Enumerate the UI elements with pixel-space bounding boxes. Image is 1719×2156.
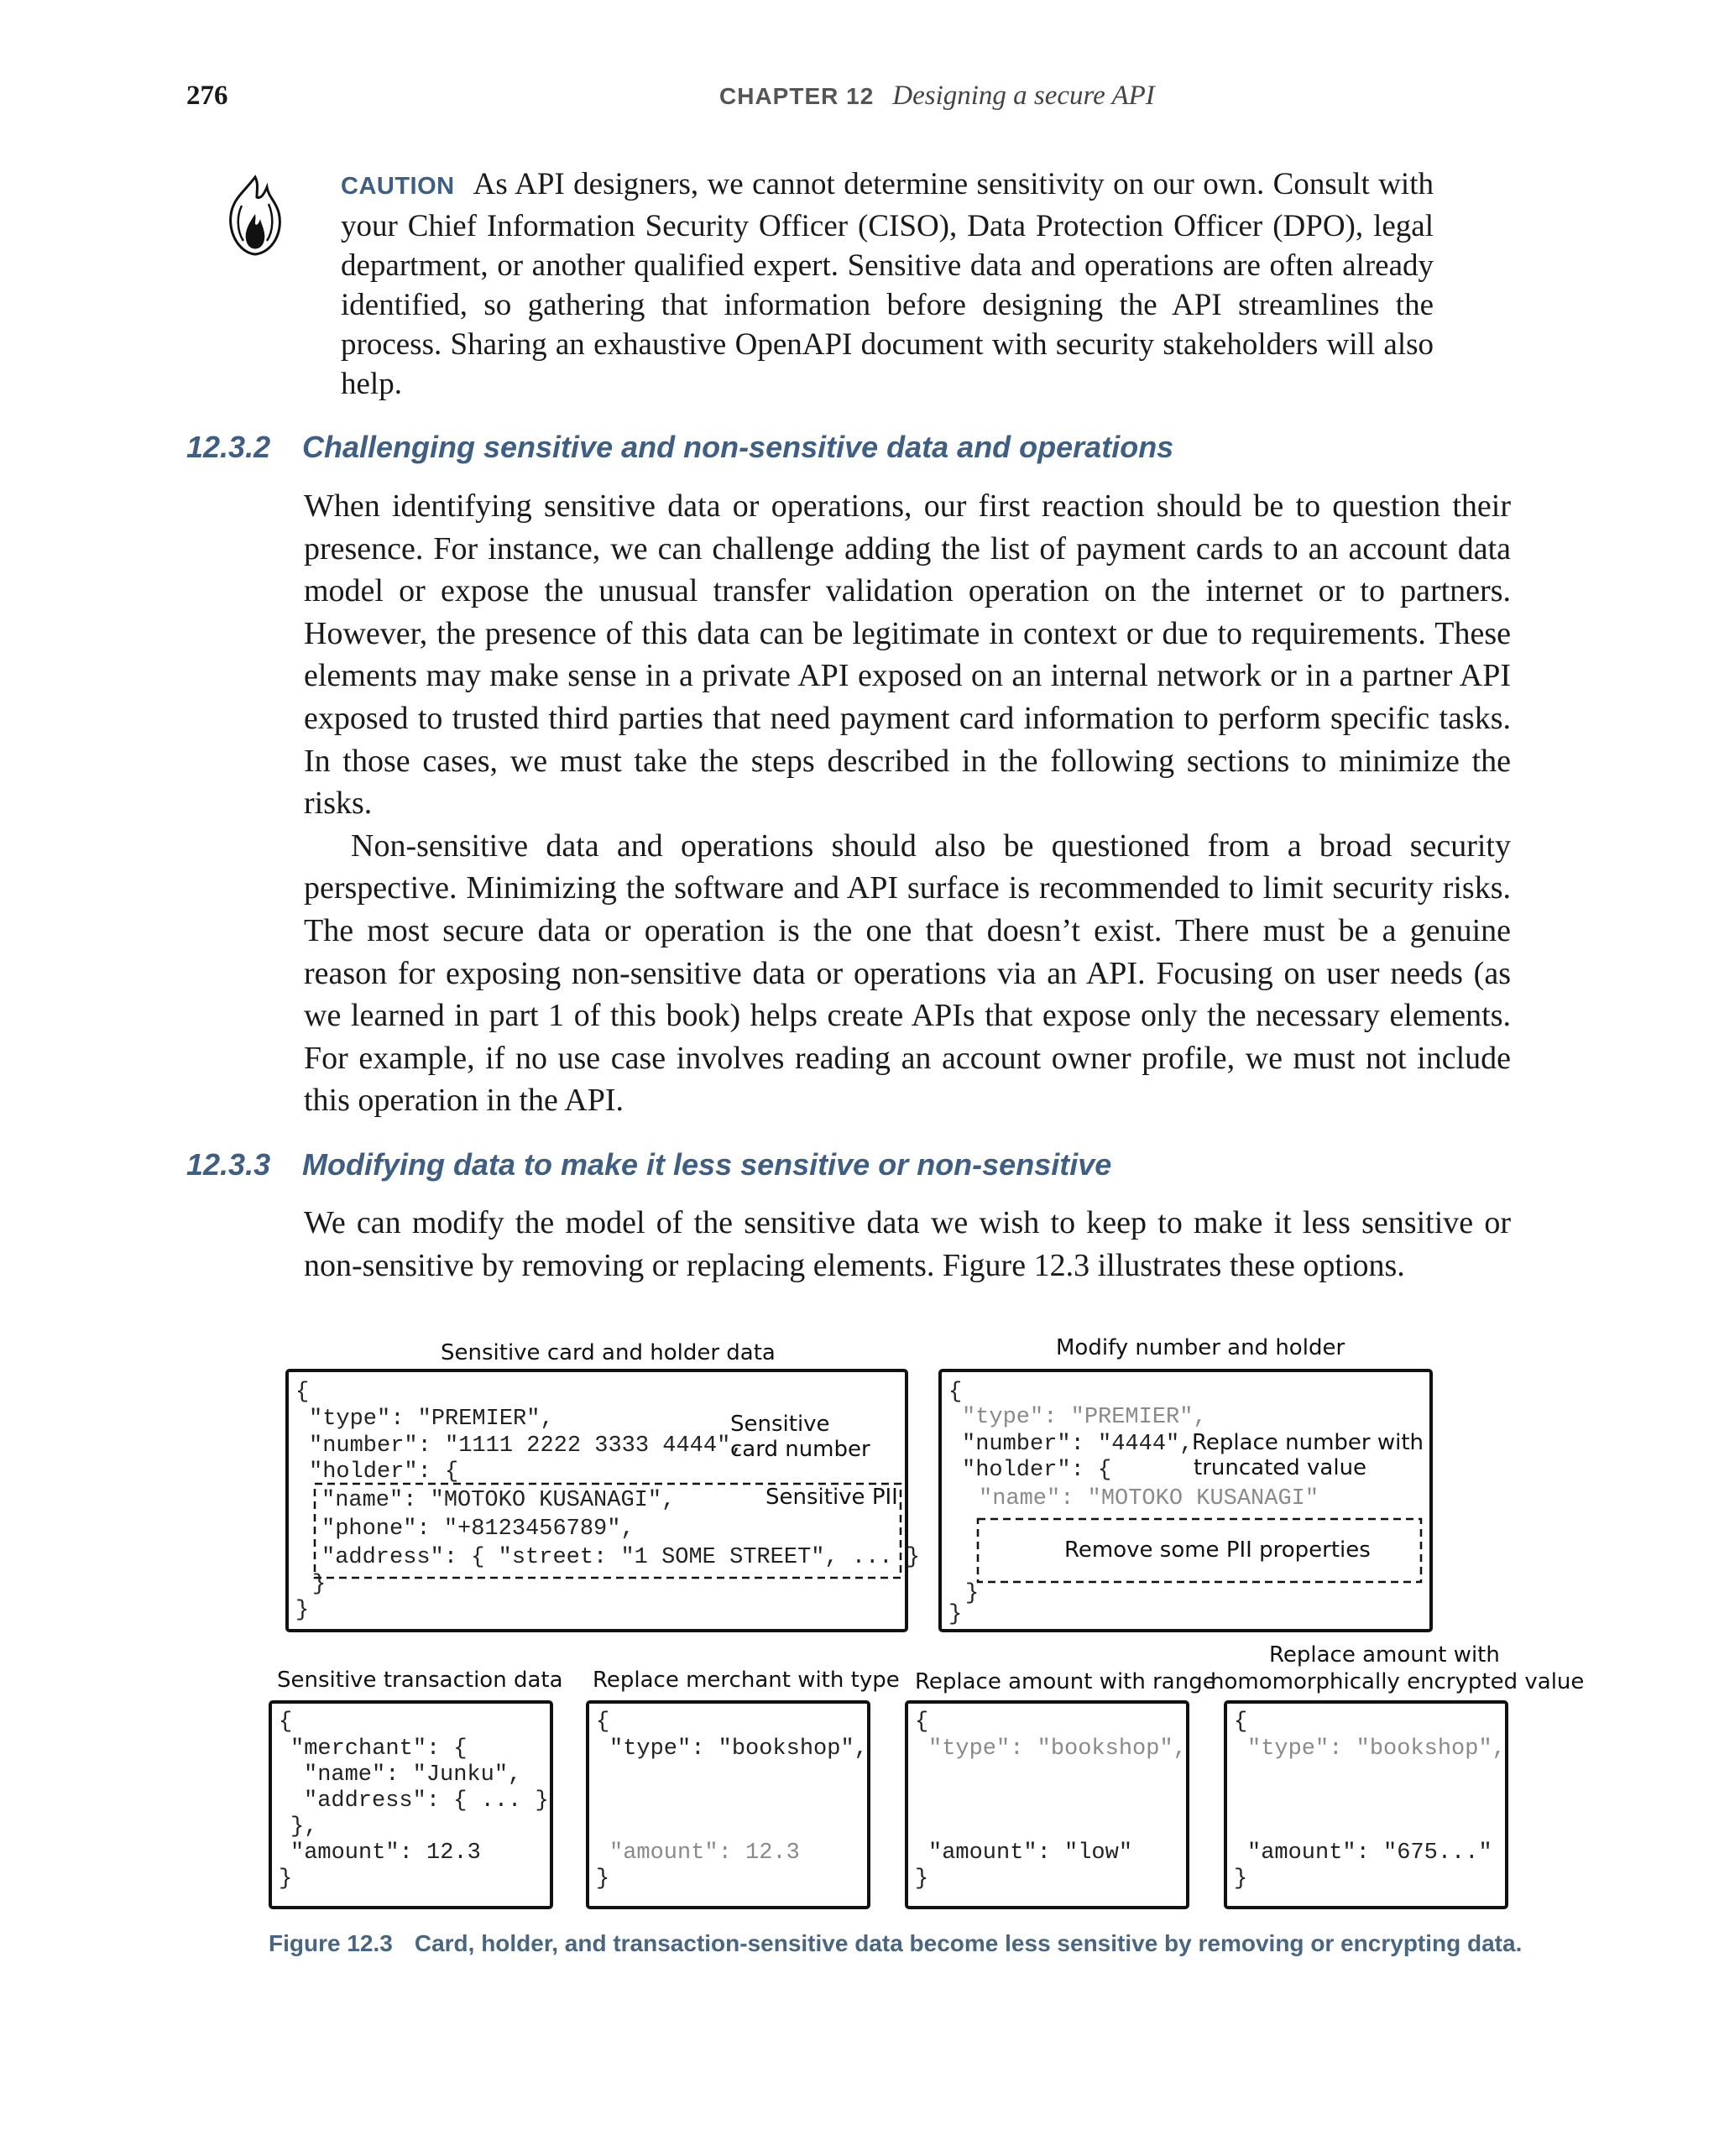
figure-12-3	[0, 1318, 1719, 1930]
section-body-12-3-3	[304, 1202, 1511, 1287]
panel-replace-amount-range	[907, 1669, 1216, 1908]
panel-title: Sensitive transaction data	[277, 1668, 563, 1693]
code-line: }	[1234, 1866, 1248, 1892]
page-number: 276	[186, 81, 228, 111]
section-number: 12.3.3	[186, 1147, 271, 1182]
chapter-label: CHAPTER 12	[719, 83, 875, 109]
paragraph: When identifying sensitive data or operations, our first reaction should be to question their presence. For instance, we can challenge adding the list of payment cards to an account data model or expose the unusual transfer validation operation on the internet or to partners. However, the presence of this data can be legitimate in context or due to requirements. These elements may make sense in a private API exposed on an internal network or in a partner API exposed to trusted third parties that need payment card information to perform specific tasks. In those cases, we must take the steps described in the following sections to minimize the risks.	[304, 488, 1511, 822]
code-line: },	[290, 1814, 318, 1840]
chapter-title: Designing a secure API	[892, 81, 1155, 111]
panel-title: homomorphically encrypted value	[1210, 1669, 1585, 1694]
code-line: }	[312, 1572, 327, 1597]
section-number: 12.3.2	[186, 430, 271, 464]
code-line: }	[965, 1581, 980, 1606]
code-line: {	[596, 1710, 610, 1735]
annotation: Sensitive	[730, 1412, 830, 1437]
code-line: }	[596, 1866, 610, 1892]
panel-sensitive-card	[287, 1340, 920, 1631]
panel-title: Sensitive card and holder data	[441, 1340, 776, 1365]
annotation: truncated value	[1194, 1455, 1367, 1480]
code-line: "type": "bookshop",	[1247, 1736, 1506, 1762]
code-line: }	[295, 1598, 310, 1623]
caution-text: As API designers, we cannot determine sensitivity on our own. Consult with your Chief Information Security Officer (CISO), Data Protection Officer (DPO), legal department, or another qualified expert. Sensitive data and operations are often already identified, so gathering that information before designing the API streamlines the process. Sharing an exhaustive OpenAPI document with security stakeholders will also help.	[341, 167, 1434, 401]
code-line: "type": "PREMIER",	[962, 1405, 1207, 1430]
code-line: "address": { "street: "1 SOME STREET", ... }	[321, 1545, 920, 1570]
code-line: "holder": {	[962, 1458, 1112, 1483]
code-line: "name": "Junku",	[304, 1762, 522, 1788]
code-line: "type": "PREMIER",	[309, 1407, 554, 1432]
caution-label: CAUTION	[341, 173, 455, 200]
code-line: }	[915, 1866, 929, 1892]
code-line: {	[948, 1380, 963, 1405]
panel-modify-number-holder	[940, 1335, 1431, 1631]
figure-caption	[269, 1930, 1523, 1957]
code-line: {	[915, 1710, 929, 1735]
code-line: "amount": "low"	[928, 1840, 1133, 1866]
running-head	[719, 81, 1155, 112]
code-line: "merchant": {	[290, 1736, 468, 1762]
panel-title: Replace amount with	[1269, 1642, 1500, 1668]
code-line: "number": "4444",	[962, 1432, 1194, 1457]
panel-sensitive-transaction	[270, 1668, 563, 1908]
code-line: "type": "bookshop",	[928, 1736, 1187, 1762]
figure-caption-text: Card, holder, and transaction-sensitive data become less sensitive by removing or encrypting data.	[414, 1930, 1523, 1956]
code-line: }	[279, 1866, 293, 1892]
section-heading-12-3-3	[186, 1147, 1111, 1182]
code-line: {	[1234, 1710, 1248, 1735]
code-line: "name": "MOTOKO KUSANAGI"	[979, 1486, 1319, 1511]
panel-box	[588, 1702, 869, 1908]
code-line: "amount": 12.3	[609, 1840, 800, 1866]
code-line: {	[279, 1710, 293, 1735]
annotation: Replace number with	[1192, 1430, 1424, 1455]
caution-note	[341, 164, 1434, 404]
panel-box	[1225, 1702, 1507, 1908]
code-line: {	[295, 1380, 310, 1405]
code-line: }	[948, 1602, 963, 1627]
code-line: "phone": "+8123456789",	[321, 1517, 635, 1542]
code-line: "name": "MOTOKO KUSANAGI",	[321, 1488, 676, 1513]
section-body-12-3-2	[304, 485, 1511, 1122]
panel-title: Modify number and holder	[1056, 1335, 1345, 1360]
annotation: Remove some PII properties	[1064, 1537, 1371, 1563]
panel-box	[907, 1702, 1188, 1908]
paragraph: We can modify the model of the sensitive data we wish to keep to make it less sensitive or non-sensitive by removing or replacing elements. Figure 12.3 illustrates these options.	[304, 1205, 1511, 1283]
code-line: "number": "1111 2222 3333 4444",	[309, 1433, 745, 1459]
section-title: Modifying data to make it less sensitive or non-sensitive	[302, 1147, 1112, 1182]
figure-label: Figure 12.3	[269, 1930, 393, 1956]
code-line: "type": "bookshop",	[609, 1736, 868, 1762]
panel-replace-merchant	[588, 1668, 900, 1908]
flame-icon	[220, 172, 290, 260]
section-heading-12-3-2	[186, 430, 1173, 465]
panel-replace-amount-encrypted	[1210, 1642, 1584, 1908]
code-line: "address": { ... }	[304, 1788, 549, 1814]
section-title: Challenging sensitive and non-sensitive data and operations	[302, 430, 1174, 464]
annotation: Sensitive PII	[765, 1485, 898, 1510]
paragraph: Non-sensitive data and operations should also be questioned from a broad security perspective. Minimizing the software and API surface is recommended to limit security risks. The most secure data or operation is the one that doesn’t exist. There must be a genuine reason for exposing non-sensitive data or operations via an API. Focusing on user needs (as we learned in part 1 of this book) helps create APIs that expose only the necessary elements. For example, if no use case involves reading an account owner profile, we must not include this operation in the API.	[304, 827, 1511, 1119]
code-line: "holder": {	[309, 1459, 459, 1485]
panel-title: Replace amount with range	[915, 1669, 1216, 1694]
code-line: "amount": "675..."	[1247, 1840, 1492, 1866]
code-line: "amount": 12.3	[290, 1840, 481, 1866]
annotation: card number	[730, 1437, 870, 1462]
panel-title: Replace merchant with type	[593, 1668, 900, 1693]
